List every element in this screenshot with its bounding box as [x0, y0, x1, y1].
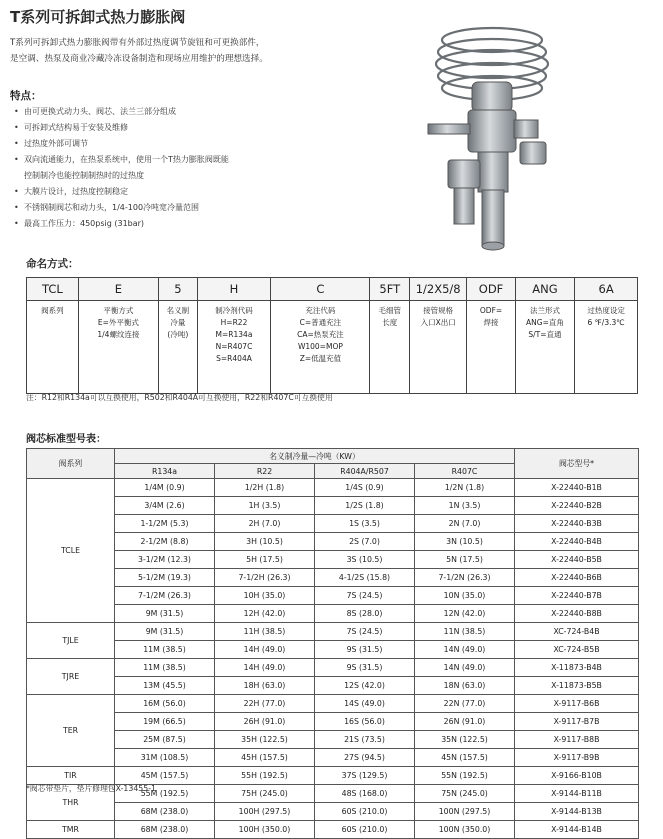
interchange-note: 注：R12和R134a可以互换使用，R502和R404A可互换使用，R22和R407C可互换使用	[26, 393, 333, 402]
capacity-cell: 55N (192.5)	[415, 767, 515, 785]
naming-desc	[197, 301, 271, 394]
capacity-cell: 1/4M (0.9)	[115, 479, 215, 497]
table-row	[27, 821, 639, 839]
naming-heading: 命名方式：	[26, 258, 79, 270]
capacity-cell: 26H (91.0)	[215, 713, 315, 731]
naming-desc-line: ANG=直角	[526, 318, 564, 327]
naming-desc-line: C=普通充注	[299, 318, 342, 327]
capacity-cell: 7S (24.5)	[315, 587, 415, 605]
naming-desc-line: 名义制	[166, 306, 190, 315]
capacity-cell: 11M (38.5)	[115, 659, 215, 677]
capacity-cell: 55H (192.5)	[215, 767, 315, 785]
naming-desc-line: M=R134a	[215, 330, 253, 339]
capacity-cell: 13M (45.5)	[115, 677, 215, 695]
table-row	[27, 767, 639, 785]
capacity-cell: 21S (73.5)	[315, 731, 415, 749]
naming-code: TCL	[27, 278, 79, 301]
features-heading: 特点：	[10, 90, 42, 102]
model-cell: XC-724-B4B	[515, 623, 639, 641]
model-cell: X-9144-B14B	[515, 821, 639, 839]
capacity-cell: 2S (7.0)	[315, 533, 415, 551]
naming-desc-line: 平衡方式	[103, 306, 134, 315]
capacity-cell: 3/4M (2.6)	[115, 497, 215, 515]
intro-line-2: 是空调、热泵及商业冷藏冷冻设备制造和现场应用维护的理想选择。	[10, 54, 268, 64]
table-row	[27, 551, 639, 569]
capacity-cell: 14N (49.0)	[415, 659, 515, 677]
col-r22-header: R22	[215, 464, 315, 479]
capacity-cell: 1N (3.5)	[415, 497, 515, 515]
table-row	[27, 587, 639, 605]
naming-desc-line: CA=热泵充注	[297, 330, 344, 339]
naming-code: ANG	[515, 278, 574, 301]
model-cell: X-22440-B3B	[515, 515, 639, 533]
capacity-cell: 3S (10.5)	[315, 551, 415, 569]
capacity-cell: 35N (122.5)	[415, 731, 515, 749]
capacity-cell: 60S (210.0)	[315, 821, 415, 839]
capacity-cell: 1/2H (1.8)	[215, 479, 315, 497]
naming-desc-line: 1/4螺纹连接	[97, 330, 140, 339]
model-cell: X-22440-B2B	[515, 497, 639, 515]
capacity-cell: 100N (297.5)	[415, 803, 515, 821]
capacity-cell: 60S (210.0)	[315, 803, 415, 821]
capacity-cell: 45H (157.5)	[215, 749, 315, 767]
naming-desc-line: 焊接	[483, 318, 499, 327]
capacity-cell: 1/2S (1.8)	[315, 497, 415, 515]
capacity-cell: 9S (31.5)	[315, 659, 415, 677]
naming-desc-line: 接管规格	[423, 306, 454, 315]
capacity-cell: 12H (42.0)	[215, 605, 315, 623]
family-cell: TIR	[27, 767, 115, 785]
table-row	[27, 479, 639, 497]
capacity-cell: 25M (87.5)	[115, 731, 215, 749]
naming-desc-line: 法兰形式	[529, 306, 560, 315]
naming-desc-line: 阀系列	[41, 306, 64, 315]
capacity-cell: 100H (350.0)	[215, 821, 315, 839]
naming-desc-line: 制冷剂代码	[215, 306, 253, 315]
capacity-cell: 2N (7.0)	[415, 515, 515, 533]
feature-item: • 大膜片设计，过热度控制稳定	[14, 184, 229, 200]
naming-desc-line: Z=低温充值	[299, 354, 342, 363]
intro-line-1: T系列可拆卸式热力膨胀阀带有外部过热度调节旋钮和可更换部件，	[10, 38, 265, 48]
model-cell: X-9166-B10B	[515, 767, 639, 785]
bullet-icon: •	[14, 139, 19, 148]
capacity-cell: 48S (168.0)	[315, 785, 415, 803]
table-row	[27, 533, 639, 551]
capacity-cell: 1/4S (0.9)	[315, 479, 415, 497]
table-row	[27, 569, 639, 587]
naming-desc-line: 入口X出口	[420, 318, 456, 327]
table-row	[27, 677, 639, 695]
table-row	[27, 803, 639, 821]
feature-item: • 最高工作压力：450psig (31bar)	[14, 216, 229, 232]
naming-desc	[27, 301, 79, 394]
model-cell: X-22440-B4B	[515, 533, 639, 551]
naming-desc	[515, 301, 574, 394]
capacity-cell: 8S (28.0)	[315, 605, 415, 623]
naming-desc	[159, 301, 198, 394]
naming-code-row	[27, 278, 638, 301]
capacity-cell: 18H (63.0)	[215, 677, 315, 695]
bullet-icon: •	[14, 187, 19, 196]
naming-desc	[370, 301, 410, 394]
capacity-cell: 55M (192.5)	[115, 785, 215, 803]
naming-code: 6A	[575, 278, 638, 301]
capacity-cell: 68M (238.0)	[115, 803, 215, 821]
capacity-header: 名义制冷量—冷吨（KW）	[115, 449, 515, 464]
capacity-cell: 3N (10.5)	[415, 533, 515, 551]
capacity-cell: 1S (3.5)	[315, 515, 415, 533]
capacity-cell: 26N (91.0)	[415, 713, 515, 731]
naming-desc-line: S=R404A	[216, 354, 252, 363]
capacity-cell: 75N (245.0)	[415, 785, 515, 803]
capacity-cell: 9M (31.5)	[115, 623, 215, 641]
capacity-cell: 16M (56.0)	[115, 695, 215, 713]
naming-desc-line: W100=MOP	[297, 342, 343, 351]
expansion-valve-image	[420, 12, 560, 252]
capacity-cell: 11N (38.5)	[415, 623, 515, 641]
naming-code: C	[271, 278, 370, 301]
capacity-cell: 14S (49.0)	[315, 695, 415, 713]
spool-model-table	[26, 448, 639, 839]
capacity-cell: 5H (17.5)	[215, 551, 315, 569]
spool-header-row	[27, 449, 639, 464]
bullet-icon: •	[14, 123, 19, 132]
naming-desc-line: ODF=	[479, 306, 503, 315]
capacity-cell: 100N (350.0)	[415, 821, 515, 839]
bullet-icon: •	[14, 155, 19, 164]
col-r407c-header: R407C	[415, 464, 515, 479]
col-model-header: 阀芯型号*	[515, 449, 639, 479]
capacity-cell: 7-1/2M (26.3)	[115, 587, 215, 605]
capacity-cell: 5N (17.5)	[415, 551, 515, 569]
table-row	[27, 515, 639, 533]
naming-code: 1/2X5/8	[410, 278, 467, 301]
feature-item: • 双向流通能力，在热泵系统中，使用一个T热力膨胀阀既能	[14, 152, 229, 168]
naming-desc-line: 6 ℉/3.3℃	[587, 318, 625, 327]
naming-code: 5	[159, 278, 198, 301]
naming-desc-line: 冷量	[170, 318, 186, 327]
model-cell: X-22440-B1B	[515, 479, 639, 497]
capacity-cell: 1/2N (1.8)	[415, 479, 515, 497]
capacity-cell: 11M (38.5)	[115, 641, 215, 659]
naming-code: H	[197, 278, 271, 301]
table-row	[27, 659, 639, 677]
table-row	[27, 695, 639, 713]
capacity-cell: 100H (297.5)	[215, 803, 315, 821]
table-row	[27, 605, 639, 623]
capacity-cell: 2H (7.0)	[215, 515, 315, 533]
feature-item-continued: 控制制冷也能控制制热时的过热度	[24, 171, 144, 180]
table-row	[27, 731, 639, 749]
capacity-cell: 14N (49.0)	[415, 641, 515, 659]
col-r404a-header: R404A/R507	[315, 464, 415, 479]
capacity-cell: 16S (56.0)	[315, 713, 415, 731]
model-cell: X-9144-B13B	[515, 803, 639, 821]
naming-desc	[271, 301, 370, 394]
capacity-cell: 3H (10.5)	[215, 533, 315, 551]
capacity-cell: 75H (245.0)	[215, 785, 315, 803]
col-family-header: 阀系列	[27, 449, 115, 479]
model-cell: X-9117-B6B	[515, 695, 639, 713]
model-cell: X-9117-B7B	[515, 713, 639, 731]
naming-desc-line: 充注代码	[305, 306, 336, 315]
naming-desc-line: H=R22	[220, 318, 248, 327]
features-list	[14, 104, 229, 232]
model-cell: X-22440-B6B	[515, 569, 639, 587]
capacity-cell: 12N (42.0)	[415, 605, 515, 623]
capacity-cell: 2-1/2M (8.8)	[115, 533, 215, 551]
capacity-cell: 27S (94.5)	[315, 749, 415, 767]
model-cell: X-22440-B8B	[515, 605, 639, 623]
model-cell: X-9117-B8B	[515, 731, 639, 749]
naming-desc	[575, 301, 638, 394]
family-cell: TMR	[27, 821, 115, 839]
capacity-cell: 7S (24.5)	[315, 623, 415, 641]
capacity-cell: 7-1/2H (26.3)	[215, 569, 315, 587]
capacity-cell: 14H (49.0)	[215, 659, 315, 677]
capacity-cell: 1-1/2M (5.3)	[115, 515, 215, 533]
model-cell: X-9144-B11B	[515, 785, 639, 803]
family-cell: TCLE	[27, 479, 115, 623]
naming-code: ODF	[467, 278, 515, 301]
capacity-cell: 12S (42.0)	[315, 677, 415, 695]
spool-table-heading: 阀芯标准型号表：	[26, 434, 106, 445]
capacity-cell: 3-1/2M (12.3)	[115, 551, 215, 569]
model-cell: X-22440-B5B	[515, 551, 639, 569]
capacity-cell: 10N (35.0)	[415, 587, 515, 605]
capacity-cell: 68M (238.0)	[115, 821, 215, 839]
model-cell: X-9117-B9B	[515, 749, 639, 767]
table-row	[27, 713, 639, 731]
naming-desc-line: 长度	[382, 318, 398, 327]
feature-item: • 不锈钢制阀芯和动力头，1/4-100冷吨宽冷量范围	[14, 200, 229, 216]
naming-desc-line: (冷吨)	[167, 330, 189, 339]
capacity-cell: 9S (31.5)	[315, 641, 415, 659]
naming-code: 5FT	[370, 278, 410, 301]
model-cell: X-11873-B4B	[515, 659, 639, 677]
capacity-cell: 11H (38.5)	[215, 623, 315, 641]
capacity-cell: 22H (77.0)	[215, 695, 315, 713]
feature-item: • 过热度外部可调节	[14, 136, 229, 152]
table-row	[27, 497, 639, 515]
naming-desc-line: 过热度设定	[587, 306, 625, 315]
family-cell: TJLE	[27, 623, 115, 659]
family-cell: TER	[27, 695, 115, 767]
model-cell: X-11873-B5B	[515, 677, 639, 695]
capacity-cell: 5-1/2M (19.3)	[115, 569, 215, 587]
model-cell: XC-724-B5B	[515, 641, 639, 659]
naming-desc	[410, 301, 467, 394]
capacity-cell: 1H (3.5)	[215, 497, 315, 515]
naming-desc-line: 毛细管	[378, 306, 402, 315]
feature-item: • 可拆卸式结构易于安装及维修	[14, 120, 229, 136]
model-cell: X-22440-B7B	[515, 587, 639, 605]
capacity-cell: 22N (77.0)	[415, 695, 515, 713]
capacity-cell: 14H (49.0)	[215, 641, 315, 659]
bullet-icon: •	[14, 203, 19, 212]
family-cell: TJRE	[27, 659, 115, 695]
capacity-cell: 9M (31.5)	[115, 605, 215, 623]
capacity-cell: 45M (157.5)	[115, 767, 215, 785]
table-row	[27, 641, 639, 659]
naming-desc	[467, 301, 515, 394]
capacity-cell: 45N (157.5)	[415, 749, 515, 767]
col-r134a-header: R134a	[115, 464, 215, 479]
capacity-cell: 37S (129.5)	[315, 767, 415, 785]
footnote: *阀芯带垫片，垫片修理包X-13455-1	[26, 784, 157, 793]
capacity-cell: 19M (66.5)	[115, 713, 215, 731]
capacity-cell: 7-1/2N (26.3)	[415, 569, 515, 587]
naming-desc-line: N=R407C	[215, 342, 253, 351]
naming-desc-row	[27, 301, 638, 394]
naming-desc-line: E=外平衡式	[97, 318, 139, 327]
naming-desc-line: S/T=直通	[528, 330, 562, 339]
family-cell: THR	[27, 785, 115, 821]
capacity-cell: 35H (122.5)	[215, 731, 315, 749]
capacity-cell: 10H (35.0)	[215, 587, 315, 605]
feature-item: • 由可更换式动力头、阀芯、法兰三部分组成	[14, 104, 229, 120]
page-title: T系列可拆卸式热力膨胀阀	[10, 8, 186, 26]
naming-table	[26, 277, 638, 394]
naming-code: E	[78, 278, 158, 301]
capacity-cell: 31M (108.5)	[115, 749, 215, 767]
naming-desc	[78, 301, 158, 394]
capacity-cell: 4-1/2S (15.8)	[315, 569, 415, 587]
bullet-icon: •	[14, 219, 19, 228]
bullet-icon: •	[14, 107, 19, 116]
table-row	[27, 623, 639, 641]
capacity-cell: 18N (63.0)	[415, 677, 515, 695]
table-row	[27, 749, 639, 767]
